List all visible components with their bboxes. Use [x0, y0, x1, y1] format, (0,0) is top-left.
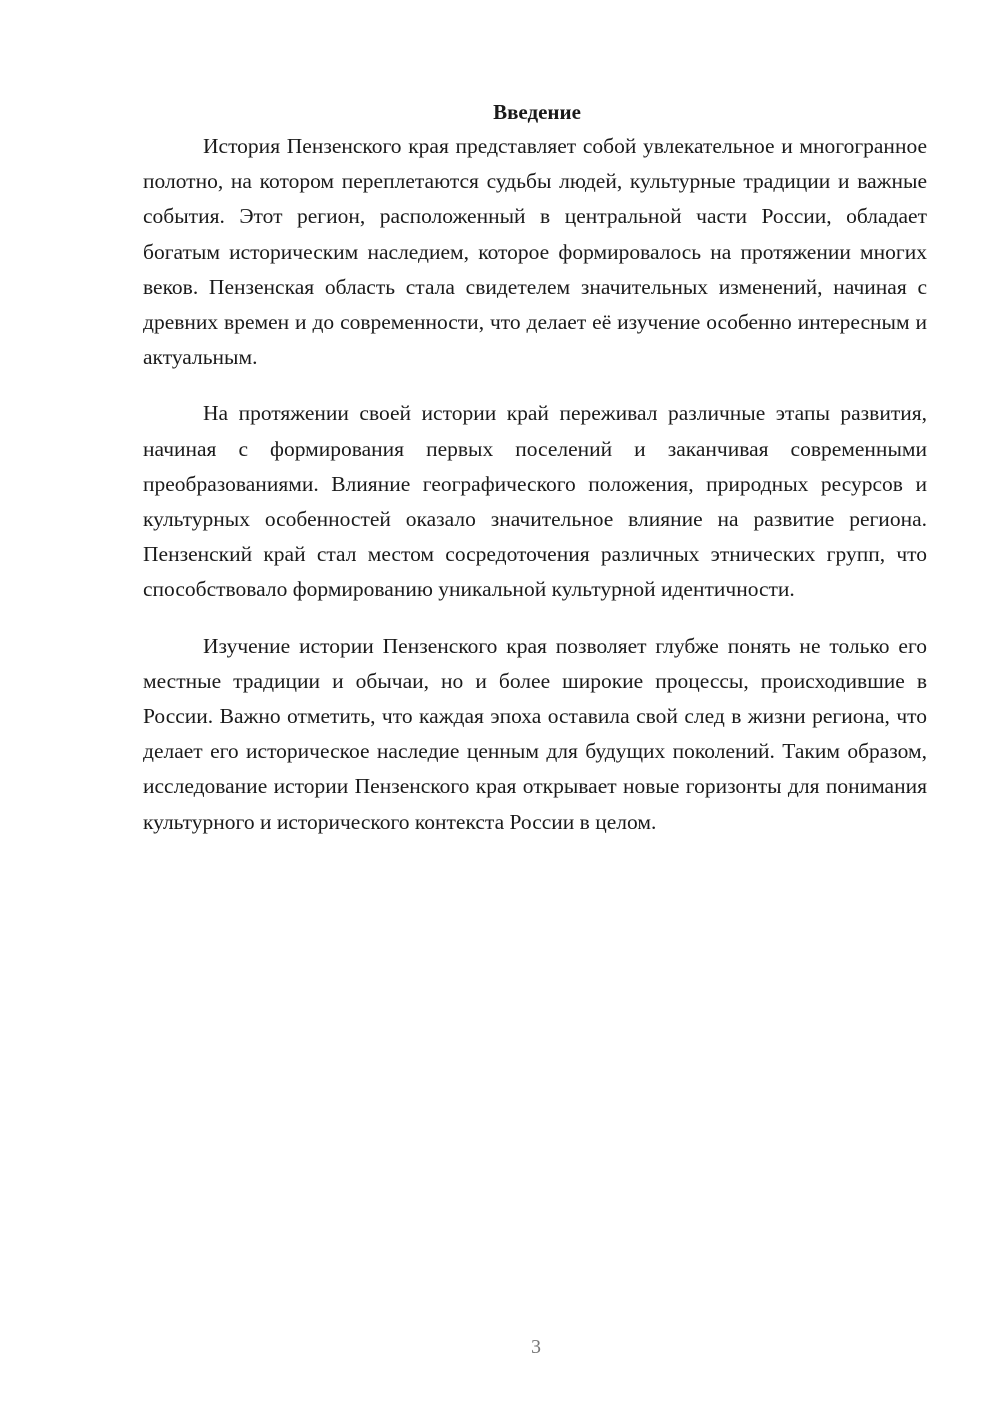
page-number: 3: [531, 1336, 541, 1358]
page-content: [143, 95, 927, 840]
paragraph-1: История Пензенского края представляет собой увлекательное и многогранное полотно, на котором переплетаются судьбы людей, культурные традиции и важные события. Этот регион, расположенный в центральной части России, обладает богатым историческим наследием, которое формировалось на протяжении многих веков. Пензенская область стала свидетелем значительных изменений, начиная с древних времен и до современности, что делает её изучение особенно интересным и актуальным.: [143, 134, 927, 370]
paragraph-3: Изучение истории Пензенского края позволяет глубже понять не только его местные традиции и обычаи, но и более широкие процессы, происходившие в России. Важно отметить, что каждая эпоха оставила свой след в жизни региона, что делает его историческое наследие ценным для будущих поколений. Таким образом, исследование истории Пензенского края открывает новые горизонты для понимания культурного и исторического контекста России в целом.: [143, 633, 927, 834]
paragraph-2: На протяжении своей истории край переживал различные этапы развития, начиная с формирования первых поселений и заканчивая современными преобразованиями. Влияние географического положения, природных ресурсов и культурных особенностей оказало значительное влияние на развитие региона. Пензенский край стал местом сосредоточения различных этнических групп, что способствовало формированию уникальной культурной идентичности.: [143, 401, 927, 602]
section-heading: Введение: [493, 100, 581, 124]
